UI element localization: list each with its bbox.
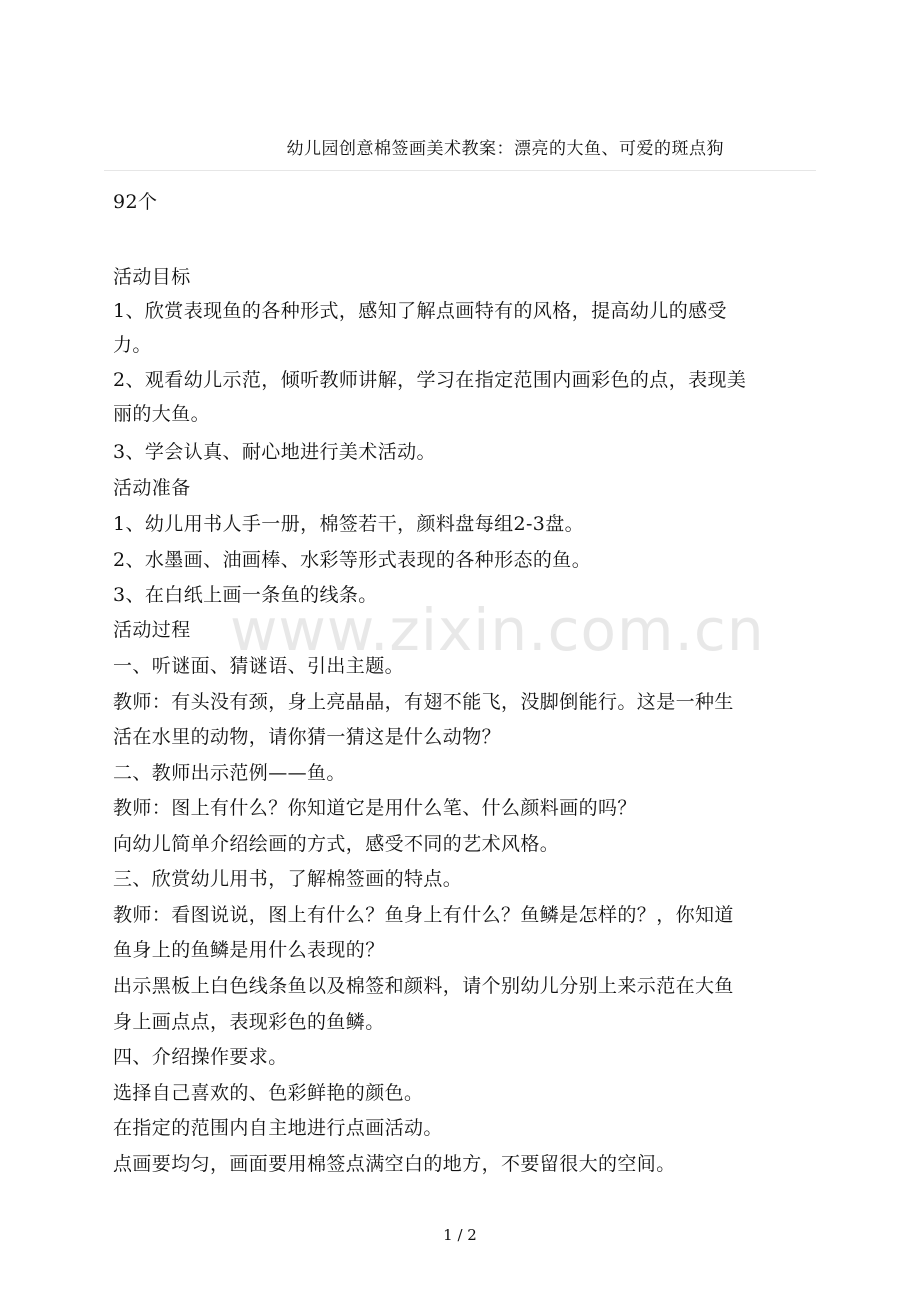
paragraph-line: 鱼身上的鱼鳞是用什么表现的？	[113, 939, 385, 961]
paragraph-line: 三、欣赏幼儿用书，了解棉签画的特点。	[113, 868, 463, 890]
paragraph-line: 身上画点点，表现彩色的鱼鳞。	[113, 1011, 385, 1033]
quantity-line: 92个	[113, 191, 158, 213]
paragraph-line: 一、听谜面、猜谜语、引出主题。	[113, 655, 405, 677]
paragraph-line: 向幼儿简单介绍绘画的方式，感受不同的艺术风格。	[113, 833, 560, 855]
paragraph-line: 二、教师出示范例——鱼。	[113, 762, 346, 784]
paragraph-line: 选择自己喜欢的、色彩鲜艳的颜色。	[113, 1082, 424, 1104]
paragraph-line: 3、在白纸上画一条鱼的线条。	[113, 584, 378, 606]
paragraph-line: 1、幼儿用书人手一册，棉签若干，颜料盘每组2-3盘。	[113, 513, 585, 535]
page-number: 1 / 2	[443, 1226, 477, 1244]
paragraph-line: 1、欣赏表现鱼的各种形式，感知了解点画特有的风格，提高幼儿的感受	[113, 300, 727, 322]
paragraph-line: 教师：有头没有颈，身上亮晶晶，有翅不能飞，没脚倒能行。这是一种生	[113, 691, 734, 713]
paragraph-line: 在指定的范围内自主地进行点画活动。	[113, 1117, 443, 1139]
paragraph-line: 四、介绍操作要求。	[113, 1046, 288, 1068]
paragraph-line: 力。	[113, 334, 152, 356]
section-heading: 活动过程	[113, 619, 191, 641]
paragraph-line: 2、观看幼儿示范，倾听教师讲解，学习在指定范围内画彩色的点，表现美	[113, 369, 747, 391]
section-heading: 活动目标	[113, 266, 191, 288]
paragraph-line: 出示黑板上白色线条鱼以及棉签和颜料，请个别幼儿分别上来示范在大鱼	[113, 975, 734, 997]
paragraph-line: 3、学会认真、耐心地进行美术活动。	[113, 441, 436, 463]
page-header	[104, 134, 816, 171]
document-title: 幼儿园创意棉签画美术教案：漂亮的大鱼、可爱的斑点狗	[286, 139, 724, 159]
paragraph-line: 2、水墨画、油画棒、水彩等形式表现的各种形态的鱼。	[113, 549, 592, 571]
watermark: www.zixin.com.cn	[230, 596, 765, 664]
paragraph-line: 教师：看图说说，图上有什么？鱼身上有什么？鱼鳞是怎样的？，你知道	[113, 904, 734, 926]
paragraph-line: 活在水里的动物，请你猜一猜这是什么动物？	[113, 726, 502, 748]
paragraph-line: 点画要均匀，画面要用棉签点满空白的地方，不要留很大的空间。	[113, 1153, 676, 1175]
section-heading: 活动准备	[113, 477, 191, 499]
paragraph-line: 丽的大鱼。	[113, 403, 211, 425]
paragraph-line: 教师：图上有什么？你知道它是用什么笔、什么颜料画的吗？	[113, 797, 637, 819]
